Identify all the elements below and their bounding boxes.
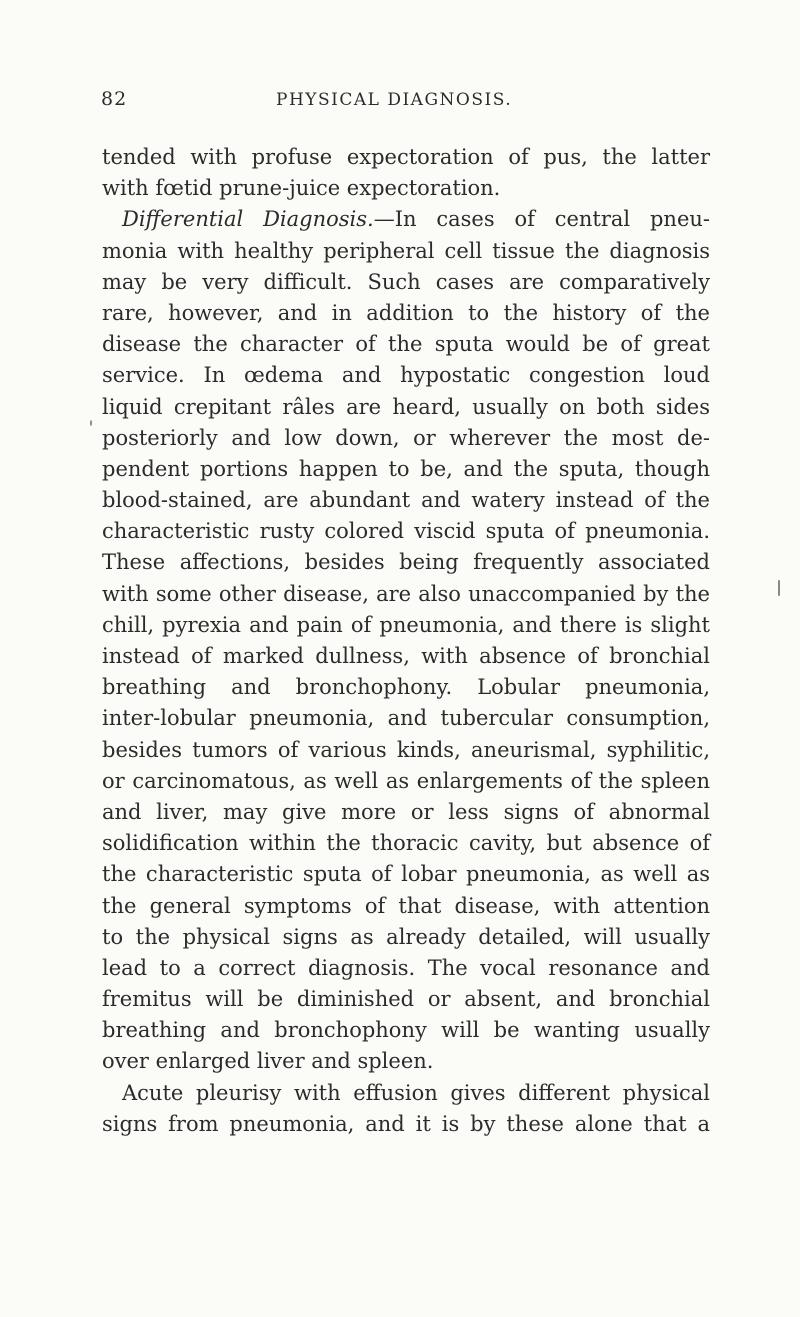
text-line: fremitus will be diminished or absent, and bronchial <box>102 987 710 1012</box>
text-line: the general symptoms of that disease, with attention <box>102 893 710 918</box>
text-line: monia with healthy peripheral cell tissue the diagnosis <box>102 238 710 263</box>
section-heading: Differential Diagnosis. <box>122 207 374 232</box>
text-line: instead of marked dullness, with absence of bronchial <box>102 644 710 668</box>
text-line: over enlarged liver and spleen. <box>102 1049 434 1074</box>
text-line: lead to a correct diagnosis. The vocal resonance and <box>102 955 710 980</box>
text-line: rare, however, and in addition to the history of the <box>102 300 710 325</box>
body-text <box>102 142 710 1140</box>
text-line: liquid crepitant râles are heard, usually on both sides <box>102 394 710 419</box>
speck-mark <box>778 580 780 596</box>
text-line: pendent portions happen to be, and the sputa, though <box>102 456 710 481</box>
text-line: may be very difficult. Such cases are comparatively <box>102 269 710 294</box>
text-line: posteriorly and low down, or wherever the most de- <box>102 425 710 450</box>
text-line: solidification within the thoracic cavity, but absence of <box>102 831 710 856</box>
text-line: tended with profuse expectoration of pus, the latter <box>102 145 710 169</box>
text-span: —In cases of central pneu- <box>373 207 710 232</box>
text-line: breathing and bronchophony will be wanting usually <box>102 1018 710 1043</box>
text-line: or carcinomatous, as well as enlargements of the spleen <box>102 768 710 793</box>
text-line: characteristic rusty colored viscid sputa of pneumonia. <box>102 519 710 544</box>
running-title: PHYSICAL DIAGNOSIS. <box>276 90 513 110</box>
text-line: chill, pyrexia and pain of pneumonia, and there is slight <box>102 612 710 637</box>
text-line: inter-lobular pneumonia, and tubercular consumption, <box>102 706 710 731</box>
page-number: 82 <box>101 88 128 110</box>
text-line: to the physical signs as already detailed, will usually <box>102 924 710 949</box>
speck-mark <box>90 420 92 426</box>
text-line: besides tumors of various kinds, aneurismal, syphilitic, <box>102 737 710 762</box>
text-line: blood-stained, are abundant and watery instead of the <box>102 488 710 513</box>
text-line: with some other disease, are also unaccompanied by the <box>102 581 710 606</box>
page-header <box>101 88 706 116</box>
text-line: breathing and bronchophony. Lobular pneumonia, <box>102 675 710 700</box>
text-line: Acute pleurisy with effusion gives different physical <box>122 1080 710 1105</box>
section-heading-line <box>102 204 710 235</box>
text-line: These affections, besides being frequently associated <box>102 550 710 575</box>
text-line: signs from pneumonia, and it is by these alone that a <box>102 1111 710 1136</box>
text-line: the characteristic sputa of lobar pneumonia, as well as <box>102 862 710 887</box>
text-line: with fœtid prune-juice expectoration. <box>102 176 501 201</box>
text-line: disease the character of the sputa would be of great <box>102 332 710 357</box>
text-line: service. In œdema and hypostatic congestion loud <box>102 363 710 388</box>
text-line: and liver, may give more or less signs of abnormal <box>102 799 710 824</box>
